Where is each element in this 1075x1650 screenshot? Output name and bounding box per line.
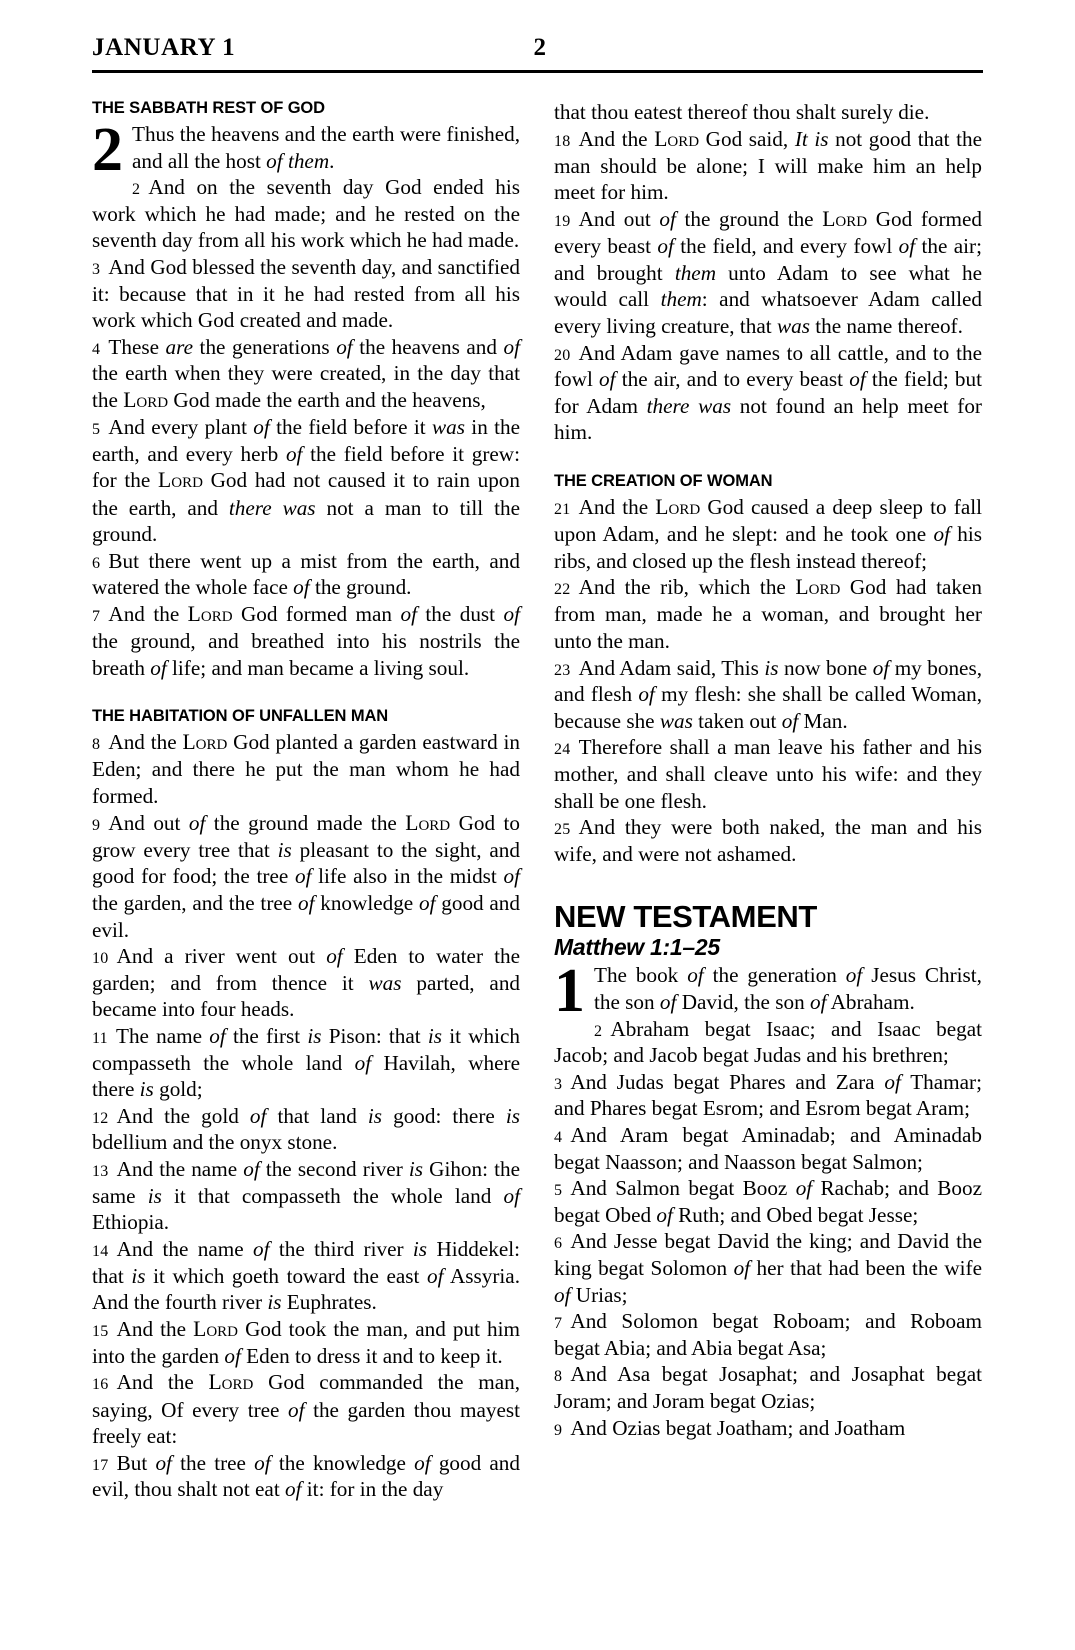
verse: 24 Therefore shall a man leave his father and his mother, and shall cleave unto his wife: and they shall be one flesh. (554, 735, 982, 813)
verse-continuation: that thou eatest thereof thou shalt surely die. (554, 100, 930, 124)
supplied-word: of (503, 1183, 520, 1208)
supplied-word: of (933, 522, 950, 547)
supplied-word: is (427, 1024, 443, 1049)
testament-heading: NEW TESTAMENT (554, 899, 817, 935)
verse: 7 And Solomon begat Roboam; and Roboam begat Abia; and Abia begat Asa; (554, 1309, 982, 1360)
supplied-word: them (674, 260, 717, 285)
verse-number: 21 (554, 500, 571, 518)
verse: 10 And a river went out of Eden to water the garden; and from thence it was parted, and became into four heads. (92, 944, 521, 1022)
supplied-word: of (288, 1397, 305, 1422)
verse: 22 And the rib, which the Lord God had taken from man, made he a woman, and brought her unto the man. (554, 575, 982, 653)
supplied-word: of (293, 575, 310, 600)
supplied-word: of (810, 989, 827, 1014)
verse: 2 And on the seventh day God ended his work which he had made; and he rested on the seventh day from all his work which he had made. (92, 175, 520, 253)
verse: The book of the generation of Jesus Christ, the son of David, the son of Abraham. (594, 963, 982, 1014)
supplied-word: of (326, 944, 343, 969)
supplied-word: of (845, 963, 863, 988)
supplied-word: of (297, 890, 315, 915)
supplied-word: of (253, 415, 270, 440)
verse-number: 22 (554, 581, 571, 599)
supplied-word: of (253, 1236, 270, 1261)
verse-number: 18 (554, 132, 571, 150)
verse: 12 And the gold of that land is good: there is bdellium and the onyx stone. (92, 1103, 521, 1155)
supplied-word: there was (228, 495, 316, 520)
verse: 2 Abraham begat Isaac; and Isaac begat Jacob; and Jacob begat Judas and his brethren; (554, 1016, 982, 1068)
supplied-word: is (131, 1263, 146, 1288)
supplied-word: of (733, 1256, 751, 1281)
supplied-word: of (243, 1157, 260, 1182)
verse: 19 And out of the ground the Lord God formed every beast of the field, and every fowl of the air; and brought them unto Adam to see what he would call them: and whatsoever Adam called every living creature, that was the name thereof. (554, 206, 982, 338)
supplied-word: of (687, 963, 704, 988)
verse: 23 And Adam said, This is now bone of my bones, and flesh of my flesh: she shall be called Woman, because she was taken out of Man. (554, 655, 982, 733)
verse: 20 And Adam gave names to all cattle, and to the fowl of the air, and to every beast of the field; but for Adam there was not found an help meet for him. (554, 340, 982, 445)
supplied-word: of (427, 1263, 444, 1288)
verse: 3 And Judas begat Phares and Zara of Thamar; and Phares begat Esrom; and Esrom begat Aram; (554, 1069, 982, 1121)
supplied-word: of (414, 1450, 431, 1475)
verse-number: 9 (554, 1421, 563, 1439)
section-heading: THE CREATION OF WOMAN (554, 471, 773, 490)
verse-number: 5 (554, 1182, 563, 1200)
supplied-word: are (165, 334, 194, 359)
divine-name-smallcaps: Lord (182, 730, 228, 755)
chapter-opening (554, 957, 982, 1026)
verse-number: 17 (92, 1456, 109, 1474)
supplied-word: of (224, 1343, 241, 1368)
supplied-word: was (776, 313, 810, 338)
verse: 13 And the name of the second river is Gihon: the same is it that compasseth the whole land of Ethiopia. (92, 1157, 521, 1235)
verse: 7 And the Lord God formed man of the dust of the ground, and breathed into his nostrils the breath of life; and man became a living soul. (92, 601, 520, 680)
divine-name-smallcaps: Lord (654, 126, 700, 151)
supplied-word: was (432, 415, 465, 440)
supplied-word: of (400, 601, 417, 626)
verse-number: 6 (92, 554, 101, 572)
verse-number: 16 (92, 1376, 109, 1394)
verse: 8 And Asa begat Josaphat; and Josaphat begat Joram; and Joram begat Ozias; (554, 1362, 982, 1414)
supplied-word: is (764, 655, 779, 680)
divine-name-smallcaps: Lord (193, 1316, 239, 1341)
supplied-word: of (209, 1024, 226, 1049)
verse-number: 4 (92, 340, 101, 358)
supplied-word: of (898, 234, 916, 259)
supplied-word: is (505, 1103, 521, 1128)
divine-name-smallcaps: Lord (187, 601, 233, 626)
supplied-word: was (659, 708, 693, 733)
verse: 3 And God blessed the seventh day, and sanctified it: because that in it he had rested from all his work which God created and made. (92, 255, 520, 333)
verse-number: 5 (92, 421, 101, 439)
supplied-word: of (150, 655, 167, 680)
verse: 9 And Ozias begat Joatham; and Joatham (554, 1415, 906, 1440)
column-left (92, 99, 520, 1503)
chapter-opening (92, 115, 520, 184)
supplied-word: of (285, 1477, 302, 1502)
supplied-word: is (267, 1290, 282, 1315)
verse: 5 And every plant of the field before it was in the earth, and every herb of the field before it grew: for the Lord God had not caused it to rain upon the earth, and there was not a man to till the ground. (92, 415, 520, 547)
verse-number: 7 (92, 607, 101, 625)
verse-number: 11 (92, 1030, 108, 1048)
supplied-word: is (307, 1024, 322, 1049)
verse: 15 And the Lord God took the man, and put him into the garden of Eden to dress it and to keep it. (92, 1316, 520, 1368)
supplied-word: them (287, 148, 330, 173)
supplied-word: is (277, 837, 292, 862)
supplied-word: of (849, 367, 866, 392)
book-reference: Matthew 1:1–25 (554, 934, 720, 961)
divine-name-smallcaps: Lord (405, 810, 451, 835)
header-rule (92, 70, 983, 73)
supplied-word: of (266, 148, 283, 173)
supplied-word: is (139, 1077, 154, 1102)
verse-number: 23 (554, 661, 571, 679)
verse-number: 20 (554, 346, 571, 364)
verse-number: 24 (554, 741, 571, 759)
divine-name-smallcaps: Lord (795, 575, 841, 600)
chapter-number-dropcap: 2 (92, 115, 123, 184)
supplied-word: is (412, 1236, 428, 1261)
verse-number: 15 (92, 1322, 109, 1340)
verse: 5 And Salmon begat Booz of Rachab; and Booz begat Obed of Ruth; and Obed begat Jesse; (554, 1176, 983, 1227)
verse: 4 These are the generations of the heavens and of the earth when they were created, in the day that the Lord God made the earth and the heavens, (92, 334, 521, 413)
supplied-word: was (368, 970, 402, 995)
supplied-word: of (418, 890, 436, 915)
verse: 9 And out of the ground made the Lord God to grow every tree that is pleasant to the sight, and good for food; the tree of life also in the midst of the garden, and the tree of knowledge of good and evil. (92, 810, 521, 942)
verse-number: 3 (92, 261, 101, 279)
verse-number: 14 (92, 1242, 109, 1260)
supplied-word: of (599, 367, 616, 392)
verse-number: 12 (92, 1109, 109, 1127)
supplied-word: of (872, 655, 890, 680)
verse-number: 10 (92, 950, 109, 968)
divine-name-smallcaps: Lord (158, 468, 203, 493)
supplied-word: of (249, 1103, 267, 1128)
divine-name-smallcaps: Lord (123, 388, 169, 413)
verse-number: 25 (554, 821, 571, 839)
verse: 6 And Jesse begat David the king; and David the king begat Solomon of her that had been the wife of Urias; (554, 1229, 982, 1307)
running-header (92, 34, 983, 68)
supplied-word: of (188, 810, 206, 835)
supplied-word: of (503, 334, 521, 359)
verse-number: 8 (554, 1368, 563, 1386)
supplied-word: of (795, 1176, 813, 1201)
supplied-word: of (503, 601, 520, 626)
supplied-word: of (638, 682, 655, 707)
verse: 4 And Aram begat Aminadab; and Aminadab begat Naasson; and Naasson begat Salmon; (554, 1122, 982, 1174)
supplied-word: of (155, 1450, 172, 1475)
page-number: 2 (533, 34, 546, 61)
divine-name-smallcaps: Lord (822, 206, 868, 231)
supplied-word: is (147, 1183, 162, 1208)
running-header-title: JANUARY 1 (92, 34, 236, 61)
verse: 16 And the Lord God commanded the man, saying, Of every tree of the garden thou mayest freely eat: (92, 1370, 520, 1449)
verse-number: 13 (92, 1163, 109, 1181)
verse: 11 The name of the first is Pison: that is it which compasseth the whole land of Havilah, where there is gold; (92, 1024, 520, 1102)
divine-name-smallcaps: Lord (208, 1370, 254, 1395)
verse-number: 2 (594, 1022, 603, 1040)
text-columns (92, 99, 983, 1503)
chapter-number-dropcap: 1 (554, 957, 585, 1026)
supplied-word: of (656, 1202, 673, 1227)
verse-number: 7 (554, 1315, 563, 1333)
verse: Thus the heavens and the earth were finished, and all the host of them. (132, 121, 520, 173)
supplied-word: of (781, 708, 799, 733)
supplied-word: of (884, 1069, 901, 1094)
verse-number: 2 (132, 181, 141, 199)
verse: 17 But of the tree of the knowledge of good and evil, thou shalt not eat of it: for in the day (92, 1450, 520, 1502)
section-heading: THE SABBATH REST OF GOD (92, 99, 325, 117)
verse-number: 19 (554, 212, 571, 230)
section-heading: THE HABITATION OF UNFALLEN MAN (92, 707, 389, 726)
verse: 18 And the Lord God said, It is not good that the man should be alone; I will make him an help meet for him. (554, 126, 983, 205)
supplied-word: them (660, 287, 702, 312)
supplied-word: of (503, 864, 520, 889)
column-right (554, 99, 982, 1503)
supplied-word: of (354, 1050, 372, 1075)
verse-number: 9 (92, 816, 101, 834)
verse-number: 6 (554, 1235, 563, 1253)
supplied-word: of (554, 1282, 571, 1307)
verse-number: 8 (92, 736, 101, 754)
supplied-word: of (336, 334, 353, 359)
supplied-word: of (285, 441, 303, 466)
verse: 21 And the Lord God caused a deep sleep to fall upon Adam, and he slept: and he took one of his ribs, and closed up the flesh instead thereof; (554, 494, 983, 573)
divine-name-smallcaps: Lord (655, 494, 701, 519)
supplied-word: of (254, 1450, 271, 1475)
supplied-word: of (659, 989, 677, 1014)
verse: 6 But there went up a mist from the earth, and watered the whole face of the ground. (92, 548, 520, 600)
supplied-word: is (408, 1157, 424, 1182)
supplied-word: of (659, 206, 676, 231)
verse: 14 And the name of the third river is Hiddekel: that is it which goeth toward the east of Assyria. And the fourth river is Euphrates. (92, 1236, 520, 1315)
supplied-word: of (657, 234, 674, 259)
verse-number: 4 (554, 1128, 563, 1146)
verse-number: 3 (554, 1075, 563, 1093)
supplied-word: It is (794, 126, 829, 151)
verse: 8 And the Lord God planted a garden eastward in Eden; and there he put the man whom he had formed. (92, 730, 520, 809)
supplied-word: there was (646, 393, 732, 418)
supplied-word: of (294, 864, 312, 889)
verse: 25 And they were both naked, the man and his wife, and were not ashamed. (554, 815, 982, 866)
supplied-word: is (367, 1103, 383, 1128)
